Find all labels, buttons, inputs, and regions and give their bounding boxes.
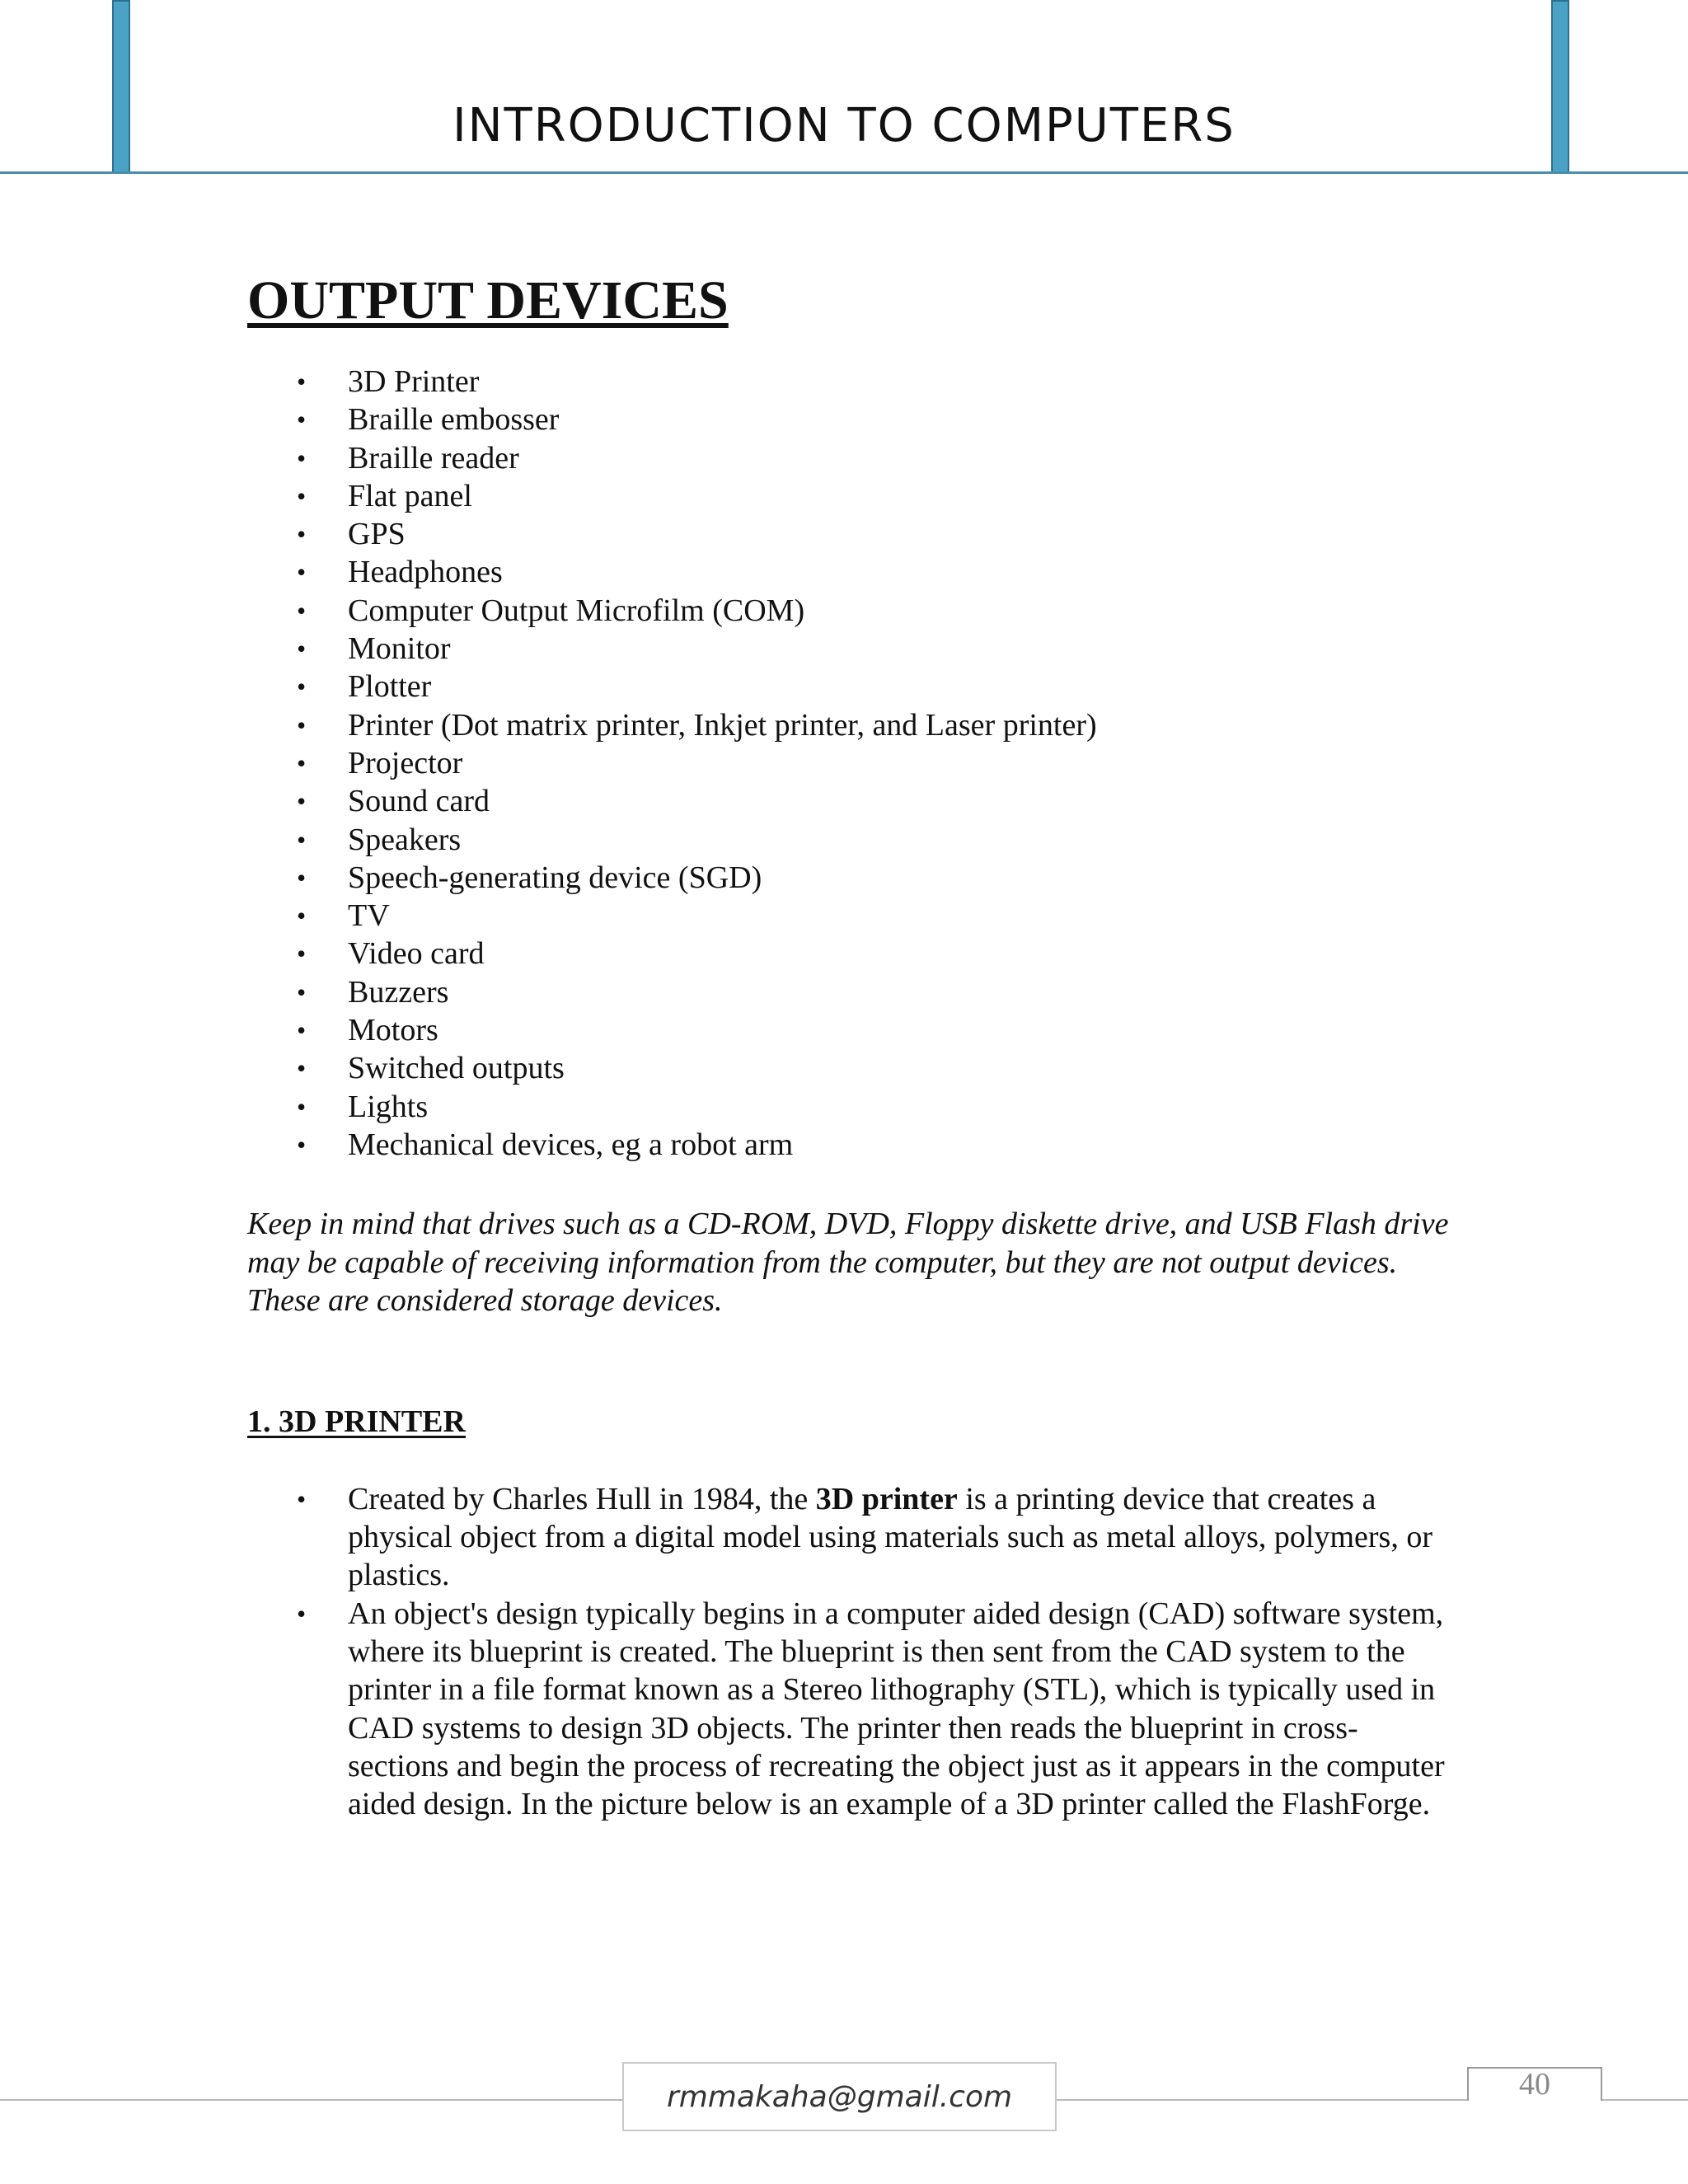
footer-email: rmmakaha@gmail.com	[622, 2062, 1057, 2131]
list-item: • Sound card	[247, 782, 1451, 820]
storage-devices-note: Keep in mind that drives such as a CD-ROM, DVD, Floppy diskette drive, and USB Flash drive may be capable of receiving information from the computer, but they are not output devices. These are considered storage devices.	[247, 1207, 1449, 1319]
list-item: • Plotter	[247, 668, 1451, 705]
list-item: • Braille embosser	[247, 401, 1451, 438]
list-item: • TV	[247, 897, 1451, 935]
list-item: • Mechanical devices, eg a robot arm	[247, 1126, 1451, 1164]
3d-printer-paragraphs	[247, 1480, 1451, 1824]
list-item: • Projector	[247, 744, 1451, 782]
list-item: • Printer (Dot matrix printer, Inkjet printer, and Laser printer)	[247, 706, 1451, 744]
output-devices-list	[247, 363, 1451, 1164]
paragraph-item: • An object's design typically begins in a computer aided design (CAD) software system, where its blueprint is created. The blueprint is then sent from the CAD system to the printer in a file format known as a Stereo lithography (STL), which is typically used in CAD systems to design 3D objects. The printer then reads the blueprint in cross-sections and begin the process of recreating the object just as it appears in the computer aided design. In the picture below is an example of a 3D printer called the FlashForge.	[247, 1595, 1451, 1824]
list-item: • Monitor	[247, 630, 1451, 668]
paragraph-text: Created by Charles Hull in 1984, the	[348, 1481, 816, 1516]
footer-rule-left	[0, 2099, 622, 2101]
list-item: • Flat panel	[247, 477, 1451, 515]
header-rule	[0, 171, 1688, 174]
page-content	[247, 264, 1451, 1823]
paragraph-item	[247, 1480, 1451, 1595]
footer-rule-right	[1602, 2099, 1688, 2101]
header-title: INTRODUCTION TO COMPUTERS	[452, 99, 1236, 152]
list-item: • GPS	[247, 515, 1451, 553]
list-item: • Lights	[247, 1088, 1451, 1126]
paragraph-text: is a printing device that creates a physical object from a digital model using materials such as metal alloys, polymers, or plastics.	[348, 1481, 1432, 1593]
section-title: OUTPUT DEVICES	[247, 270, 729, 330]
paragraph-bold-term: 3D printer	[815, 1481, 958, 1516]
footer-rule-middle	[1057, 2099, 1467, 2101]
list-item: • Braille reader	[247, 439, 1451, 477]
list-item: • Switched outputs	[247, 1049, 1451, 1087]
list-item: • 3D Printer	[247, 363, 1451, 401]
list-item: • Computer Output Microfilm (COM)	[247, 592, 1451, 630]
list-item: • Speakers	[247, 821, 1451, 859]
page-number: 40	[1467, 2067, 1602, 2101]
list-item: • Buzzers	[247, 973, 1451, 1011]
list-item: • Video card	[247, 935, 1451, 972]
subsection-heading: 1. 3D PRINTER	[247, 1404, 466, 1439]
list-item: • Motors	[247, 1011, 1451, 1049]
list-item: • Speech-generating device (SGD)	[247, 859, 1451, 897]
list-item: • Headphones	[247, 553, 1451, 591]
